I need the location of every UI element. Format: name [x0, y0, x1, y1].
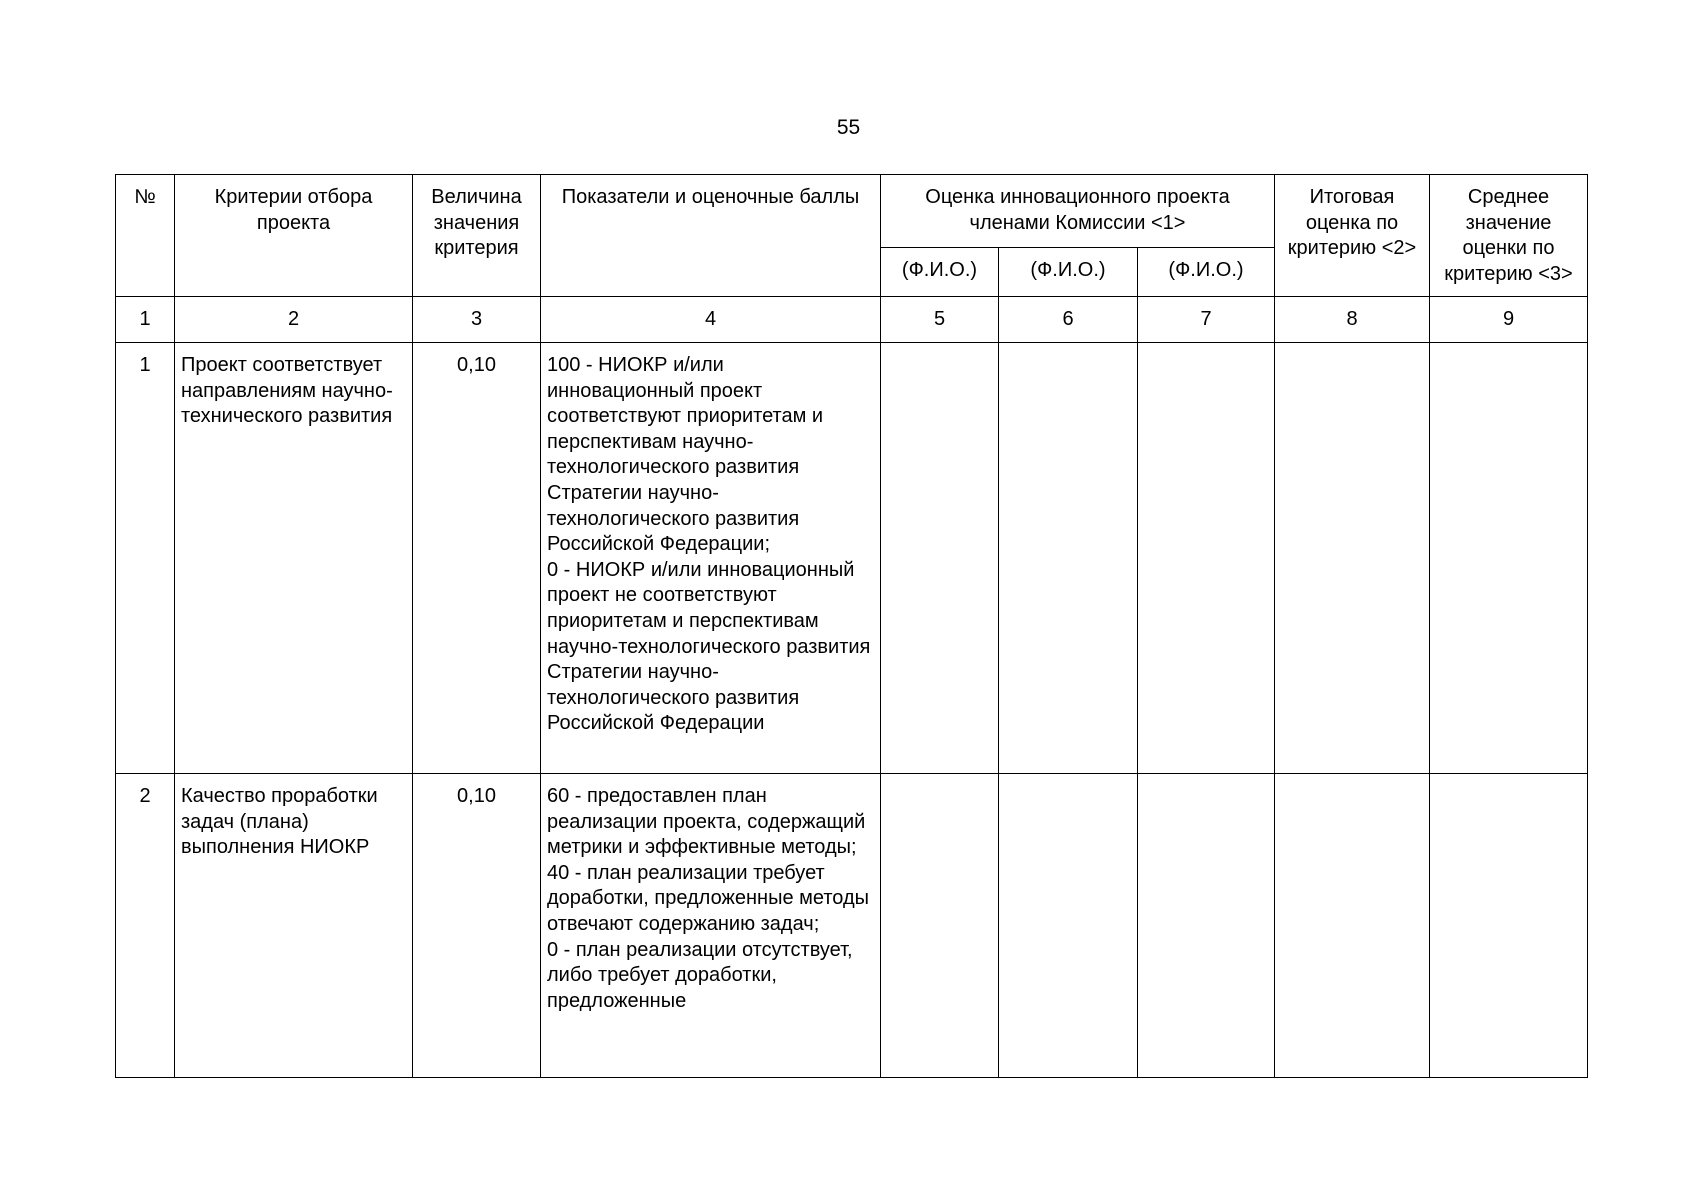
row-indicators: 60 - предоставлен план реализации проекта, содержащий метрики и эффективные методы; 40 - план реализации требует доработки, предложенные методы отвечают содержанию задач; 0 - план реализации отсутствует, либо требует доработки, предложенные — [547, 785, 869, 1012]
header-cell-indicators — [541, 175, 881, 297]
column-number-cell — [999, 297, 1138, 343]
column-number: 4 — [704, 308, 717, 330]
row-member-2-score — [999, 343, 1137, 361]
header-value-label: Величина значения критерия — [431, 186, 522, 260]
header-member-3-label: (Ф.И.О.) — [1168, 259, 1244, 281]
row-value: 0,10 — [457, 785, 496, 807]
table-row — [116, 774, 1588, 1078]
header-evaluation-group-label: Оценка инновационного проекта членами Комиссии <1> — [925, 186, 1230, 234]
header-cell-value — [413, 175, 541, 297]
row-member-2-cell[interactable] — [999, 774, 1138, 1078]
column-number: 5 — [933, 308, 946, 330]
column-number-cell — [1430, 297, 1588, 343]
header-average-label: Среднее значение оценки по критерию <3> — [1444, 186, 1573, 285]
column-number-cell — [413, 297, 541, 343]
row-average-cell[interactable] — [1430, 774, 1588, 1078]
row-indicators: 100 - НИОКР и/или инновационный проект соответствуют приоритетам и перспективам научно-технологического развития Стратегии научно-технологического развития Российской Федерации; 0 - НИОКР и/или инновационный проект не соответствуют приоритетам и перспективам научно-технологического развития Стратегии научно-технологического развития Российской Федерации — [547, 354, 871, 735]
column-number: 3 — [470, 308, 483, 330]
header-cell-evaluation-group — [881, 175, 1275, 248]
column-number: 6 — [1062, 308, 1074, 330]
row-total-score — [1275, 343, 1429, 361]
row-criterion: Качество проработки задач (плана) выполнения НИОКР — [181, 785, 378, 859]
row-indicators-cell — [541, 774, 881, 1078]
header-member-2-label: (Ф.И.О.) — [1030, 259, 1106, 281]
row-member-3-score — [1138, 343, 1274, 361]
column-number-cell — [881, 297, 999, 343]
header-total-label: Итоговая оценка по критерию <2> — [1287, 186, 1417, 260]
row-value-cell — [413, 774, 541, 1078]
header-criteria-label: Критерии отбора проекта — [214, 186, 373, 234]
row-average-score — [1430, 343, 1587, 361]
header-row — [116, 175, 1588, 248]
row-average-score — [1430, 774, 1587, 792]
column-number-cell — [1138, 297, 1275, 343]
column-number-row — [116, 297, 1588, 343]
column-number: 9 — [1502, 308, 1515, 330]
row-no-cell — [116, 343, 175, 774]
row-indicators-cell — [541, 343, 881, 774]
column-number-cell — [116, 297, 175, 343]
row-total-cell[interactable] — [1275, 774, 1430, 1078]
header-cell-total — [1275, 175, 1430, 297]
row-member-3-cell[interactable] — [1138, 774, 1275, 1078]
column-number: 1 — [139, 308, 151, 330]
row-total-cell[interactable] — [1275, 343, 1430, 774]
criteria-table — [115, 174, 1588, 1078]
row-member-2-score — [999, 774, 1137, 792]
row-average-cell[interactable] — [1430, 343, 1588, 774]
row-value: 0,10 — [457, 354, 496, 376]
header-cell-average — [1430, 175, 1588, 297]
header-member-1-label: (Ф.И.О.) — [901, 259, 978, 281]
page-number: 55 — [836, 116, 861, 139]
header-cell-criteria — [175, 175, 413, 297]
row-criterion-cell — [175, 343, 413, 774]
header-indicators-label: Показатели и оценочные баллы — [561, 186, 860, 208]
column-number: 7 — [1200, 308, 1212, 330]
row-no: 2 — [139, 785, 151, 807]
column-number-cell — [175, 297, 413, 343]
row-criterion-cell — [175, 774, 413, 1078]
row-member-1-cell[interactable] — [881, 774, 999, 1078]
row-member-2-cell[interactable] — [999, 343, 1138, 774]
row-member-3-score — [1138, 774, 1274, 792]
row-no: 1 — [139, 354, 151, 376]
column-number: 2 — [287, 308, 300, 330]
row-criterion: Проект соответствует направлениям научно-технического развития — [181, 354, 393, 428]
header-no-label: № — [134, 186, 156, 208]
row-no-cell — [116, 774, 175, 1078]
column-number: 8 — [1346, 308, 1358, 330]
row-value-cell — [413, 343, 541, 774]
header-cell-member-1 — [881, 248, 999, 297]
row-total-score — [1275, 774, 1429, 792]
header-cell-member-3 — [1138, 248, 1275, 297]
header-cell-member-2 — [999, 248, 1138, 297]
column-number-cell — [1275, 297, 1430, 343]
row-member-3-cell[interactable] — [1138, 343, 1275, 774]
row-member-1-cell[interactable] — [881, 343, 999, 774]
table-row — [116, 343, 1588, 774]
header-cell-no — [116, 175, 175, 297]
row-member-1-score — [881, 774, 998, 792]
column-number-cell — [541, 297, 881, 343]
row-member-1-score — [881, 343, 998, 361]
